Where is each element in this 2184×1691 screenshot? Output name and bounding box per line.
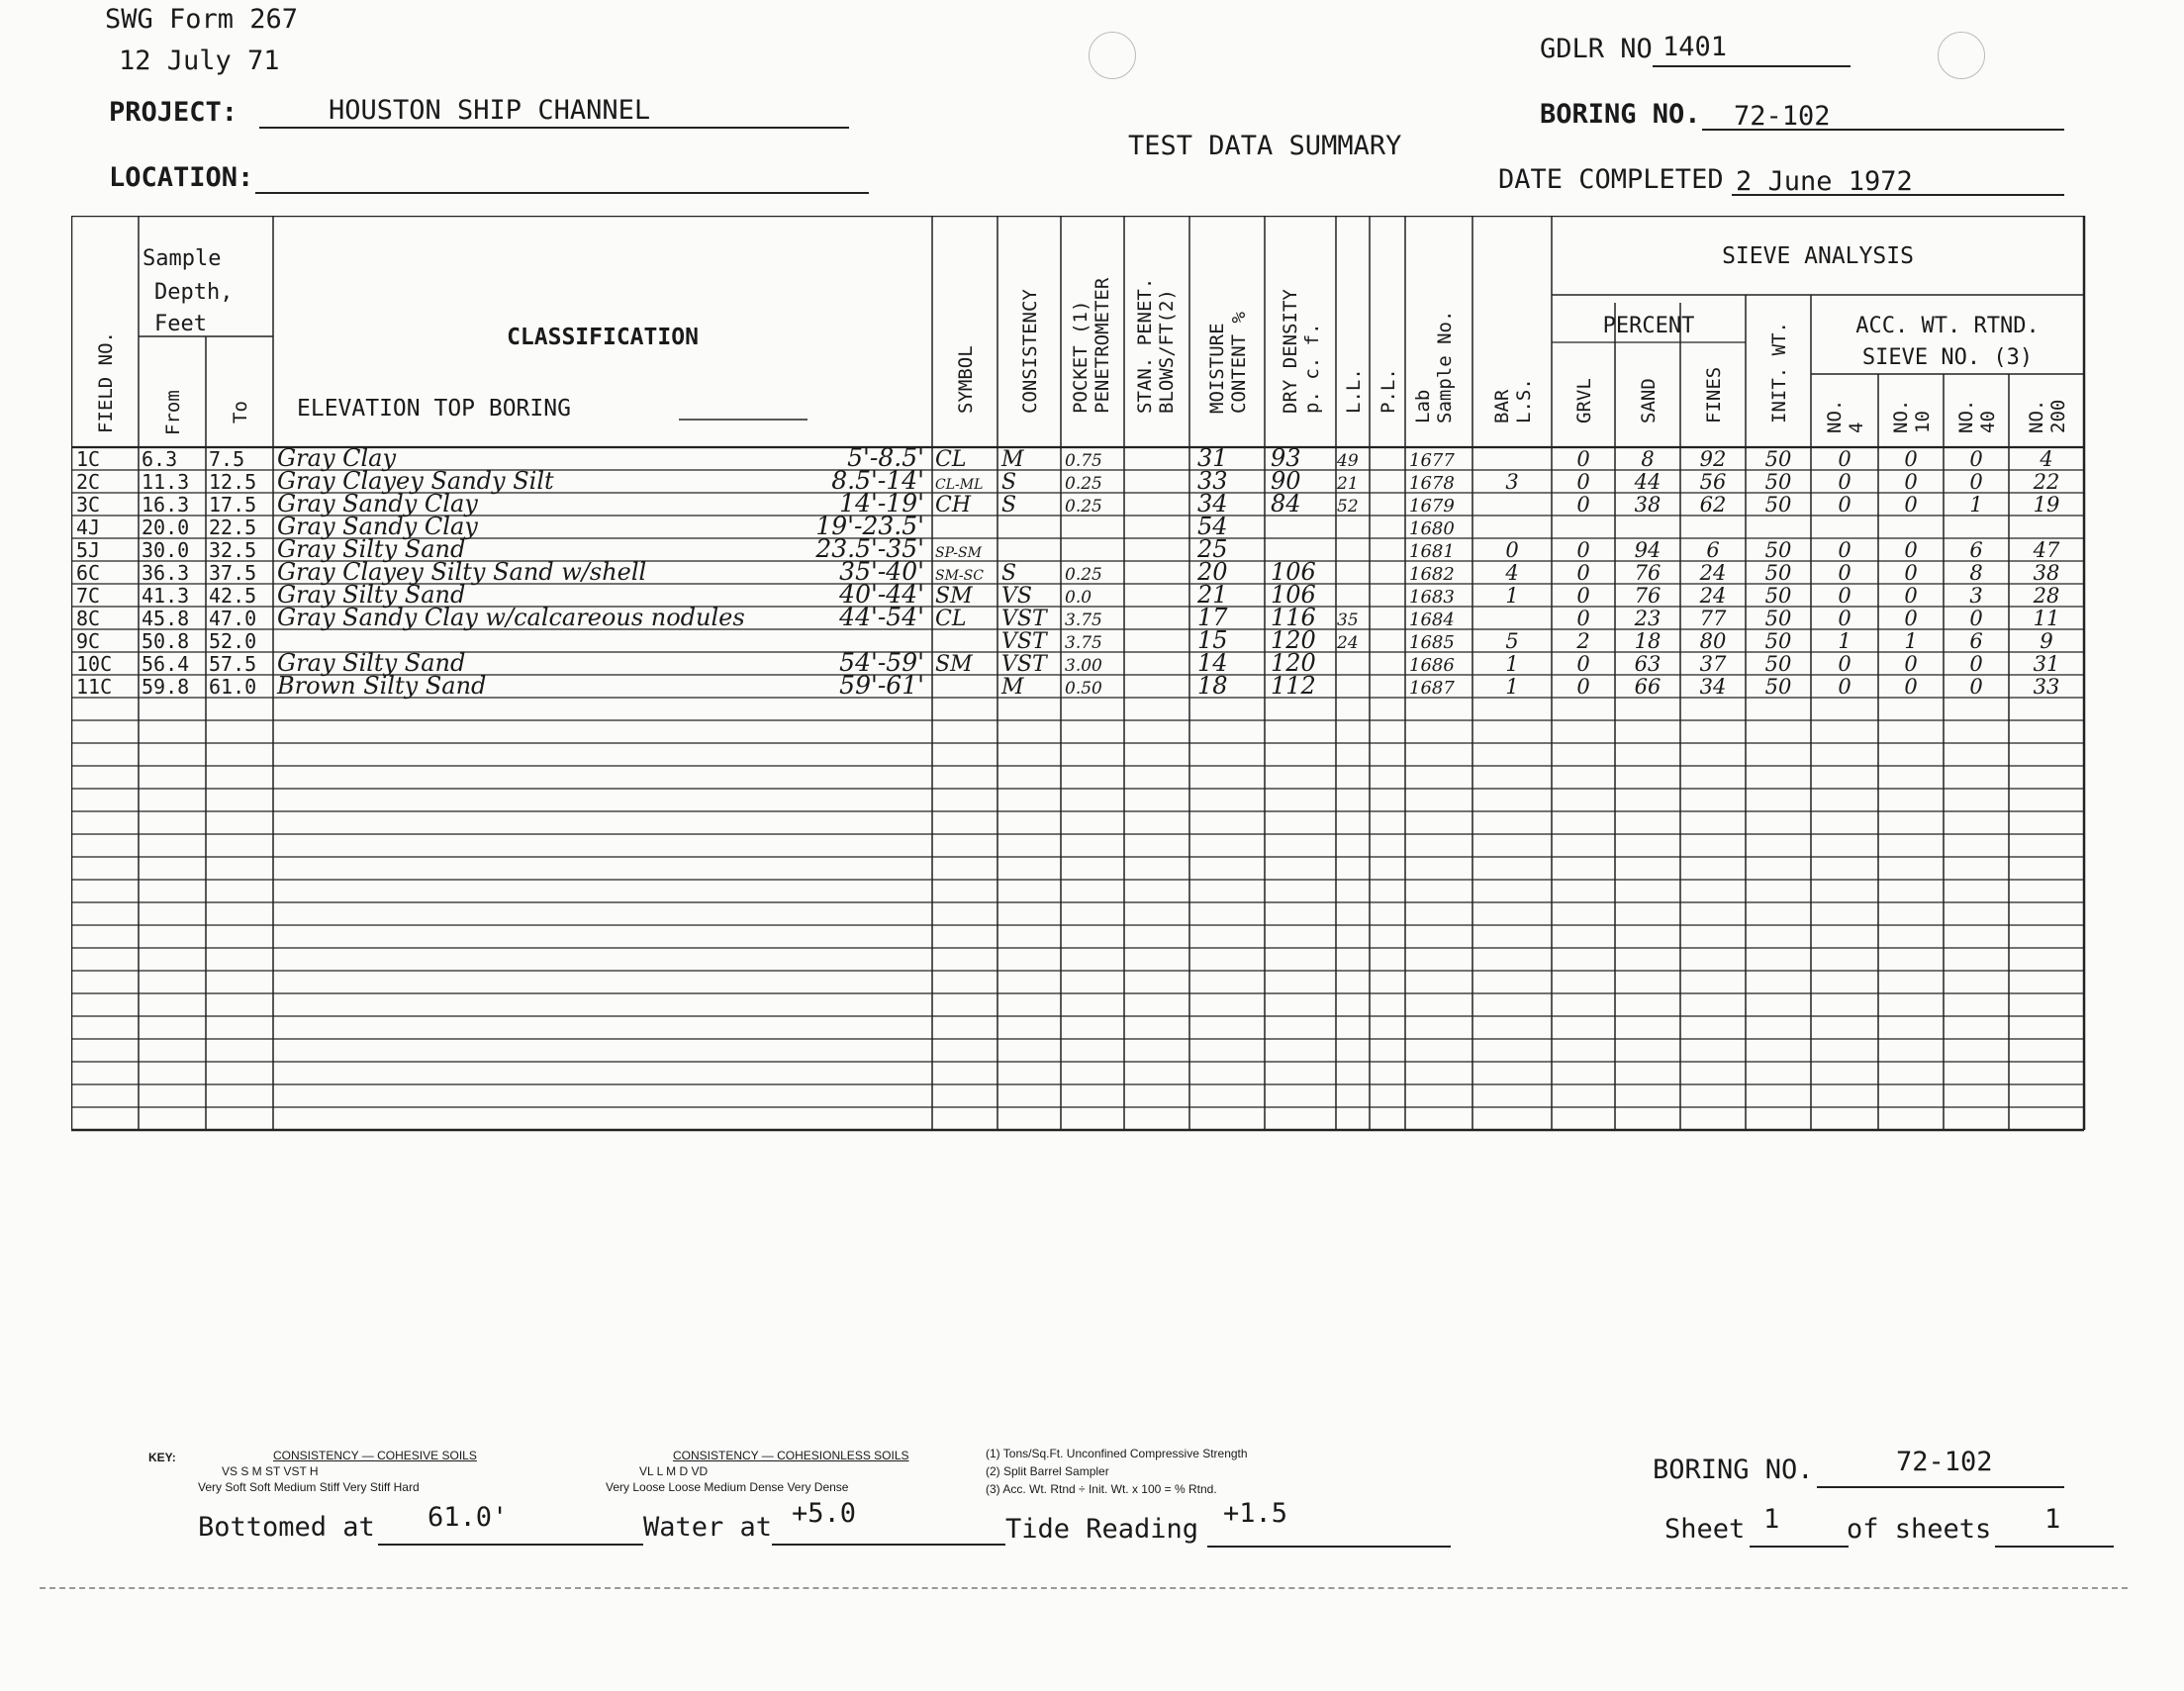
cell-grvl: 0 bbox=[1576, 538, 1590, 562]
cell-from: 50.8 bbox=[142, 629, 190, 653]
cell-grvl: 2 bbox=[1576, 629, 1590, 653]
cell-n40: 3 bbox=[1969, 584, 1983, 608]
cell-init: 50 bbox=[1764, 538, 1792, 562]
cell-n40: 0 bbox=[1969, 470, 1983, 494]
column-header: MOISTURE bbox=[1206, 323, 1228, 414]
cell-pocket: 0.75 bbox=[1065, 451, 1102, 471]
tide-label: Tide Reading bbox=[1005, 1514, 1199, 1545]
column-header: BAR bbox=[1491, 389, 1513, 423]
cell-n4: 0 bbox=[1838, 675, 1852, 699]
column-header: Sample bbox=[142, 246, 222, 271]
cell-moist: 14 bbox=[1197, 649, 1228, 677]
cell-sand: 76 bbox=[1634, 584, 1662, 608]
cell-cons: S bbox=[1001, 470, 1017, 495]
column-header: Depth, bbox=[154, 280, 234, 305]
boring-value: 72-102 bbox=[1734, 101, 1831, 132]
cell-grvl: 0 bbox=[1576, 470, 1590, 494]
column-header: 200 bbox=[2047, 399, 2069, 433]
column-header: NO. bbox=[1955, 399, 1977, 433]
bottomed-line bbox=[378, 1544, 643, 1546]
cell-from: 6.3 bbox=[142, 447, 178, 471]
project-value: HOUSTON SHIP CHANNEL bbox=[329, 95, 651, 126]
cell-depth: 19'-23.5' bbox=[815, 512, 924, 540]
cell-bar: 3 bbox=[1505, 470, 1519, 494]
data-table bbox=[71, 216, 2090, 1443]
cell-n10: 1 bbox=[1904, 629, 1918, 653]
cell-n40: 0 bbox=[1969, 675, 1983, 699]
column-header: SIEVE ANALYSIS bbox=[1722, 243, 1914, 269]
cell-symbol: SM bbox=[935, 652, 973, 677]
tide-value: +1.5 bbox=[1223, 1498, 1288, 1529]
cell-sand: 23 bbox=[1634, 607, 1662, 630]
column-header: ACC. WT. RTND. bbox=[1855, 314, 2040, 338]
cell-lab: 1680 bbox=[1409, 518, 1455, 539]
cell-field: 6C bbox=[76, 561, 101, 585]
cell-class: Gray Sandy Clay w/calcareous nodules bbox=[277, 604, 745, 631]
cell-moist: 20 bbox=[1197, 558, 1228, 586]
cell-from: 30.0 bbox=[142, 538, 190, 562]
cell-field: 11C bbox=[76, 675, 113, 699]
date-value: 2 June 1972 bbox=[1736, 166, 1913, 197]
cell-cons: S bbox=[1001, 493, 1017, 517]
bottom-edge-line bbox=[40, 1587, 2128, 1589]
cell-symbol: CL bbox=[935, 447, 967, 472]
cell-from: 36.3 bbox=[142, 561, 190, 585]
cell-field: 10C bbox=[76, 652, 113, 676]
cell-n10: 0 bbox=[1904, 470, 1918, 494]
of-sheets-value: 1 bbox=[2044, 1504, 2061, 1535]
column-header: 10 bbox=[1912, 411, 1934, 433]
cell-fines: 92 bbox=[1699, 447, 1727, 471]
cell-sand: 8 bbox=[1641, 447, 1655, 471]
cell-to: 52.0 bbox=[209, 629, 257, 653]
cell-n10: 0 bbox=[1904, 675, 1918, 699]
cell-init: 50 bbox=[1764, 652, 1792, 676]
cell-n200: 4 bbox=[2040, 447, 2053, 471]
cell-to: 7.5 bbox=[209, 447, 245, 471]
column-header: NO. bbox=[2026, 399, 2047, 433]
cell-fines: 62 bbox=[1699, 493, 1727, 517]
column-header: PERCENT bbox=[1602, 314, 1695, 338]
key-cohesionless-codes: VL L M D VD bbox=[639, 1464, 709, 1478]
cell-to: 17.5 bbox=[209, 493, 257, 517]
cell-lab: 1685 bbox=[1409, 632, 1455, 653]
cell-init: 50 bbox=[1764, 470, 1792, 494]
bottomed-label: Bottomed at bbox=[198, 1512, 375, 1543]
cell-n10: 0 bbox=[1904, 447, 1918, 471]
cell-moist: 25 bbox=[1197, 535, 1228, 563]
cell-fines: 80 bbox=[1699, 629, 1727, 653]
cell-moist: 54 bbox=[1197, 513, 1228, 540]
column-header: P.L. bbox=[1377, 368, 1399, 414]
cell-to: 61.0 bbox=[209, 675, 257, 699]
cell-init: 50 bbox=[1764, 561, 1792, 585]
cell-cons: M bbox=[1001, 675, 1024, 700]
cell-n200: 38 bbox=[2033, 561, 2060, 585]
cell-from: 41.3 bbox=[142, 584, 190, 608]
cell-from: 45.8 bbox=[142, 607, 190, 630]
location-line bbox=[255, 192, 869, 194]
cell-depth: 59'-61' bbox=[839, 671, 924, 700]
cell-field: 9C bbox=[76, 629, 101, 653]
cell-n4: 0 bbox=[1838, 538, 1852, 562]
cell-n40: 1 bbox=[1969, 493, 1983, 517]
boring-label: BORING NO. bbox=[1540, 99, 1701, 130]
cell-grvl: 0 bbox=[1576, 493, 1590, 517]
cell-field: 7C bbox=[76, 584, 101, 608]
cell-sand: 63 bbox=[1634, 652, 1662, 676]
cell-dry: 90 bbox=[1271, 467, 1301, 495]
cell-init: 50 bbox=[1764, 607, 1792, 630]
cell-ll: 35 bbox=[1337, 611, 1359, 630]
cell-n10: 0 bbox=[1904, 607, 1918, 630]
cell-grvl: 0 bbox=[1576, 652, 1590, 676]
cell-lab: 1681 bbox=[1409, 541, 1455, 562]
table-cells bbox=[76, 443, 2060, 700]
cell-to: 32.5 bbox=[209, 538, 257, 562]
cell-pocket: 3.00 bbox=[1065, 656, 1102, 676]
cell-symbol: SP-SM bbox=[935, 545, 982, 561]
cell-n200: 19 bbox=[2033, 493, 2060, 517]
cell-symbol: SM bbox=[935, 584, 973, 609]
water-line bbox=[772, 1544, 1005, 1546]
cell-n4: 1 bbox=[1838, 629, 1852, 653]
cell-class: Gray Silty Sand bbox=[277, 649, 466, 677]
cell-field: 8C bbox=[76, 607, 101, 630]
cell-grvl: 0 bbox=[1576, 447, 1590, 471]
cell-moist: 17 bbox=[1197, 604, 1228, 631]
cell-init: 50 bbox=[1764, 493, 1792, 517]
cell-n200: 28 bbox=[2033, 584, 2060, 608]
cell-sand: 66 bbox=[1634, 675, 1662, 699]
cell-class: Brown Silty Sand bbox=[277, 672, 487, 700]
tide-line bbox=[1207, 1546, 1451, 1548]
cell-class: Gray Silty Sand bbox=[277, 535, 466, 563]
cell-dry: 112 bbox=[1271, 672, 1316, 700]
cell-class: Gray Sandy Clay bbox=[277, 490, 478, 517]
gdlr-value: 1401 bbox=[1662, 32, 1728, 62]
cell-dry: 120 bbox=[1271, 626, 1316, 654]
cell-lab: 1684 bbox=[1409, 610, 1455, 630]
cell-pocket: 0.25 bbox=[1065, 565, 1102, 585]
cell-dry: 93 bbox=[1271, 444, 1301, 472]
key-cohesionless-title: CONSISTENCY — COHESIONLESS SOILS bbox=[673, 1449, 909, 1462]
column-header: Feet bbox=[154, 312, 207, 336]
cell-fines: 34 bbox=[1699, 675, 1727, 699]
cell-dry: 106 bbox=[1271, 558, 1316, 586]
cell-init: 50 bbox=[1764, 629, 1792, 653]
cell-n10: 0 bbox=[1904, 538, 1918, 562]
cell-n200: 31 bbox=[2033, 652, 2060, 676]
cell-pocket: 3.75 bbox=[1065, 611, 1102, 630]
cell-n40: 6 bbox=[1969, 538, 1983, 562]
cell-symbol: SM-SC bbox=[935, 568, 984, 584]
cell-dry: 120 bbox=[1271, 649, 1316, 677]
of-sheets-label: of sheets bbox=[1847, 1514, 1992, 1545]
summary-title: TEST DATA SUMMARY bbox=[1128, 131, 1402, 161]
key-cohesive-title: CONSISTENCY — COHESIVE SOILS bbox=[273, 1449, 477, 1462]
cell-lab: 1683 bbox=[1409, 587, 1455, 608]
cell-pocket: 0.0 bbox=[1065, 588, 1092, 608]
cell-n200: 11 bbox=[2033, 607, 2060, 630]
cell-to: 12.5 bbox=[209, 470, 257, 494]
cell-fines: 24 bbox=[1699, 584, 1727, 608]
cell-init: 50 bbox=[1764, 675, 1792, 699]
key-cohesive-codes: VS S M ST VST H bbox=[222, 1464, 319, 1478]
column-header: FINES bbox=[1703, 366, 1725, 423]
cell-fines: 6 bbox=[1706, 538, 1720, 562]
cell-n4: 0 bbox=[1838, 584, 1852, 608]
cell-n4: 0 bbox=[1838, 561, 1852, 585]
cell-bar: 1 bbox=[1505, 675, 1519, 699]
cell-n4: 0 bbox=[1838, 470, 1852, 494]
water-label: Water at bbox=[643, 1512, 773, 1543]
cell-lab: 1687 bbox=[1409, 678, 1455, 699]
column-header: ELEVATION TOP BORING bbox=[297, 396, 571, 422]
key-note-1: (1) Tons/Sq.Ft. Unconfined Compressive Strength bbox=[986, 1447, 1248, 1460]
cell-field: 3C bbox=[76, 493, 101, 517]
cell-symbol: CH bbox=[935, 493, 972, 517]
cell-depth: 44'-54' bbox=[839, 603, 924, 631]
cell-lab: 1677 bbox=[1409, 450, 1455, 471]
key-label: KEY: bbox=[148, 1451, 176, 1464]
cell-n10: 0 bbox=[1904, 584, 1918, 608]
cell-fines: 24 bbox=[1699, 561, 1727, 585]
project-line bbox=[259, 127, 849, 129]
column-header: INIT. WT. bbox=[1768, 322, 1790, 423]
cell-to: 57.5 bbox=[209, 652, 257, 676]
cell-pocket: 0.25 bbox=[1065, 497, 1102, 517]
column-header: Sample No. bbox=[1434, 310, 1456, 423]
column-header: POCKET (1) bbox=[1070, 300, 1092, 414]
cell-n4: 0 bbox=[1838, 447, 1852, 471]
cell-init: 50 bbox=[1764, 447, 1792, 471]
cell-n40: 6 bbox=[1969, 629, 1983, 653]
cell-grvl: 0 bbox=[1576, 675, 1590, 699]
column-header: 40 bbox=[1977, 411, 1999, 433]
column-header: CONSISTENCY bbox=[1019, 289, 1041, 414]
cell-class: Gray Clayey Sandy Silt bbox=[277, 467, 554, 495]
cell-fines: 56 bbox=[1699, 470, 1727, 494]
cell-depth: 35'-40' bbox=[839, 557, 924, 586]
cell-n40: 8 bbox=[1969, 561, 1983, 585]
key-note-3: (3) Acc. Wt. Rtnd ÷ Init. Wt. x 100 = % Rtnd. bbox=[986, 1482, 1217, 1496]
footer-boring-label: BORING NO. bbox=[1653, 1455, 1814, 1485]
cell-to: 42.5 bbox=[209, 584, 257, 608]
gdlr-line bbox=[1653, 65, 1851, 67]
cell-ll: 49 bbox=[1337, 451, 1359, 471]
cell-depth: 8.5'-14' bbox=[831, 466, 924, 495]
cell-moist: 18 bbox=[1197, 672, 1228, 700]
cell-fines: 37 bbox=[1699, 652, 1727, 676]
bottomed-value: 61.0' bbox=[427, 1502, 509, 1533]
cell-moist: 33 bbox=[1197, 467, 1228, 495]
cell-n10: 0 bbox=[1904, 652, 1918, 676]
column-header: CLASSIFICATION bbox=[507, 325, 699, 350]
cell-ll: 21 bbox=[1337, 474, 1359, 494]
cell-depth: 5'-8.5' bbox=[847, 443, 924, 472]
cell-fines: 77 bbox=[1699, 607, 1727, 630]
cell-n40: 0 bbox=[1969, 652, 1983, 676]
cell-dry: 84 bbox=[1271, 490, 1301, 517]
cell-dry: 106 bbox=[1271, 581, 1316, 609]
cell-from: 59.8 bbox=[142, 675, 190, 699]
cell-lab: 1678 bbox=[1409, 473, 1455, 494]
column-header: PENETROMETER bbox=[1092, 277, 1113, 414]
column-header: FIELD NO. bbox=[95, 331, 117, 433]
column-header: L.L. bbox=[1343, 368, 1365, 414]
sheet-line bbox=[1750, 1546, 1849, 1548]
column-header: NO. bbox=[1890, 399, 1912, 433]
cell-n4: 0 bbox=[1838, 607, 1852, 630]
footer-boring-value: 72-102 bbox=[1896, 1447, 1993, 1477]
cell-field: 5J bbox=[76, 538, 101, 562]
cell-n40: 0 bbox=[1969, 607, 1983, 630]
cell-n200: 9 bbox=[2040, 629, 2053, 653]
cell-cons: VST bbox=[1001, 652, 1047, 677]
cell-sand: 76 bbox=[1634, 561, 1662, 585]
cell-bar: 1 bbox=[1505, 652, 1519, 676]
column-header: SAND bbox=[1638, 378, 1660, 423]
cell-depth: 54'-59' bbox=[839, 648, 924, 677]
cell-depth: 14'-19' bbox=[839, 489, 924, 517]
cell-field: 2C bbox=[76, 470, 101, 494]
cell-class: Gray Clay bbox=[277, 444, 397, 472]
cell-moist: 15 bbox=[1197, 626, 1228, 654]
column-header: NO. bbox=[1824, 399, 1846, 433]
cell-n200: 47 bbox=[2033, 538, 2060, 562]
cell-from: 11.3 bbox=[142, 470, 190, 494]
column-header: CONTENT % bbox=[1228, 312, 1250, 414]
cell-cons: S bbox=[1001, 561, 1017, 586]
cell-to: 22.5 bbox=[209, 516, 257, 539]
cell-cons: VST bbox=[1001, 629, 1047, 654]
cell-n200: 22 bbox=[2033, 470, 2060, 494]
cell-bar: 1 bbox=[1505, 584, 1519, 608]
cell-depth: 23.5'-35' bbox=[815, 534, 924, 563]
key-note-2: (2) Split Barrel Sampler bbox=[986, 1464, 1109, 1478]
cell-to: 37.5 bbox=[209, 561, 257, 585]
key-cohesive-words: Very Soft Soft Medium Stiff Very Stiff Hard bbox=[198, 1480, 420, 1494]
project-label: PROJECT: bbox=[109, 97, 238, 128]
column-header: From bbox=[162, 390, 184, 435]
date-label: DATE COMPLETED bbox=[1498, 164, 1724, 195]
column-header: STAN. PENET. bbox=[1134, 277, 1156, 414]
cell-bar: 5 bbox=[1505, 629, 1519, 653]
cell-ll: 52 bbox=[1337, 497, 1359, 517]
cell-symbol: CL-ML bbox=[935, 477, 984, 493]
cell-grvl: 0 bbox=[1576, 607, 1590, 630]
punch-hole bbox=[1938, 32, 1985, 79]
cell-lab: 1686 bbox=[1409, 655, 1455, 676]
cell-sand: 44 bbox=[1634, 470, 1662, 494]
cell-n200: 33 bbox=[2033, 675, 2060, 699]
cell-ll: 24 bbox=[1337, 633, 1359, 653]
cell-n10: 0 bbox=[1904, 493, 1918, 517]
table-headers bbox=[95, 243, 2069, 435]
cell-moist: 31 bbox=[1197, 444, 1228, 472]
column-header: GRVL bbox=[1573, 378, 1595, 423]
cell-moist: 34 bbox=[1197, 490, 1228, 517]
column-header: Lab bbox=[1412, 389, 1434, 423]
cell-bar: 4 bbox=[1505, 561, 1519, 585]
cell-n4: 0 bbox=[1838, 493, 1852, 517]
column-header: p. c. f. bbox=[1301, 323, 1323, 414]
cell-init: 50 bbox=[1764, 584, 1792, 608]
column-header: L.S. bbox=[1513, 378, 1535, 423]
column-header: SYMBOL bbox=[955, 345, 977, 414]
cell-lab: 1679 bbox=[1409, 496, 1455, 517]
cell-moist: 21 bbox=[1197, 581, 1228, 609]
cell-pocket: 0.50 bbox=[1065, 679, 1102, 699]
cell-n4: 0 bbox=[1838, 652, 1852, 676]
cell-field: 4J bbox=[76, 516, 101, 539]
cell-field: 1C bbox=[76, 447, 101, 471]
column-header: DRY DENSITY bbox=[1280, 289, 1301, 414]
sheet-value: 1 bbox=[1763, 1504, 1780, 1535]
key-cohesionless-words: Very Loose Loose Medium Dense Very Dense bbox=[606, 1480, 849, 1494]
form-number: SWG Form 267 bbox=[105, 4, 299, 35]
cell-dry: 116 bbox=[1271, 604, 1316, 631]
form-date: 12 July 71 bbox=[119, 46, 280, 76]
of-sheets-line bbox=[1995, 1546, 2114, 1548]
punch-hole bbox=[1089, 32, 1136, 79]
cell-grvl: 0 bbox=[1576, 584, 1590, 608]
cell-sand: 38 bbox=[1634, 493, 1662, 517]
location-label: LOCATION: bbox=[109, 162, 254, 193]
cell-pocket: 3.75 bbox=[1065, 633, 1102, 653]
cell-from: 16.3 bbox=[142, 493, 190, 517]
cell-class: Gray Silty Sand bbox=[277, 581, 466, 609]
cell-cons: VS bbox=[1001, 584, 1032, 609]
cell-depth: 40'-44' bbox=[839, 580, 924, 609]
cell-from: 20.0 bbox=[142, 516, 190, 539]
column-header: To bbox=[230, 401, 251, 423]
cell-from: 56.4 bbox=[142, 652, 190, 676]
column-header: SIEVE NO. (3) bbox=[1861, 345, 2034, 370]
footer-boring-line bbox=[1817, 1486, 2064, 1488]
cell-class: Gray Sandy Clay bbox=[277, 513, 478, 540]
cell-cons: M bbox=[1001, 447, 1024, 472]
cell-bar: 0 bbox=[1505, 538, 1519, 562]
cell-sand: 18 bbox=[1634, 629, 1662, 653]
cell-grvl: 0 bbox=[1576, 561, 1590, 585]
column-header: BLOWS/FT(2) bbox=[1156, 289, 1178, 414]
cell-cons: VST bbox=[1001, 607, 1047, 631]
cell-class: Gray Clayey Silty Sand w/shell bbox=[277, 558, 647, 586]
cell-n40: 0 bbox=[1969, 447, 1983, 471]
column-header: 4 bbox=[1846, 422, 1867, 433]
gdlr-label: GDLR NO bbox=[1540, 34, 1653, 64]
cell-lab: 1682 bbox=[1409, 564, 1455, 585]
water-value: +5.0 bbox=[792, 1498, 857, 1529]
cell-pocket: 0.25 bbox=[1065, 474, 1102, 494]
cell-sand: 94 bbox=[1634, 538, 1662, 562]
cell-to: 47.0 bbox=[209, 607, 257, 630]
cell-n10: 0 bbox=[1904, 561, 1918, 585]
cell-symbol: CL bbox=[935, 607, 967, 631]
sheet-label: Sheet bbox=[1664, 1514, 1746, 1545]
